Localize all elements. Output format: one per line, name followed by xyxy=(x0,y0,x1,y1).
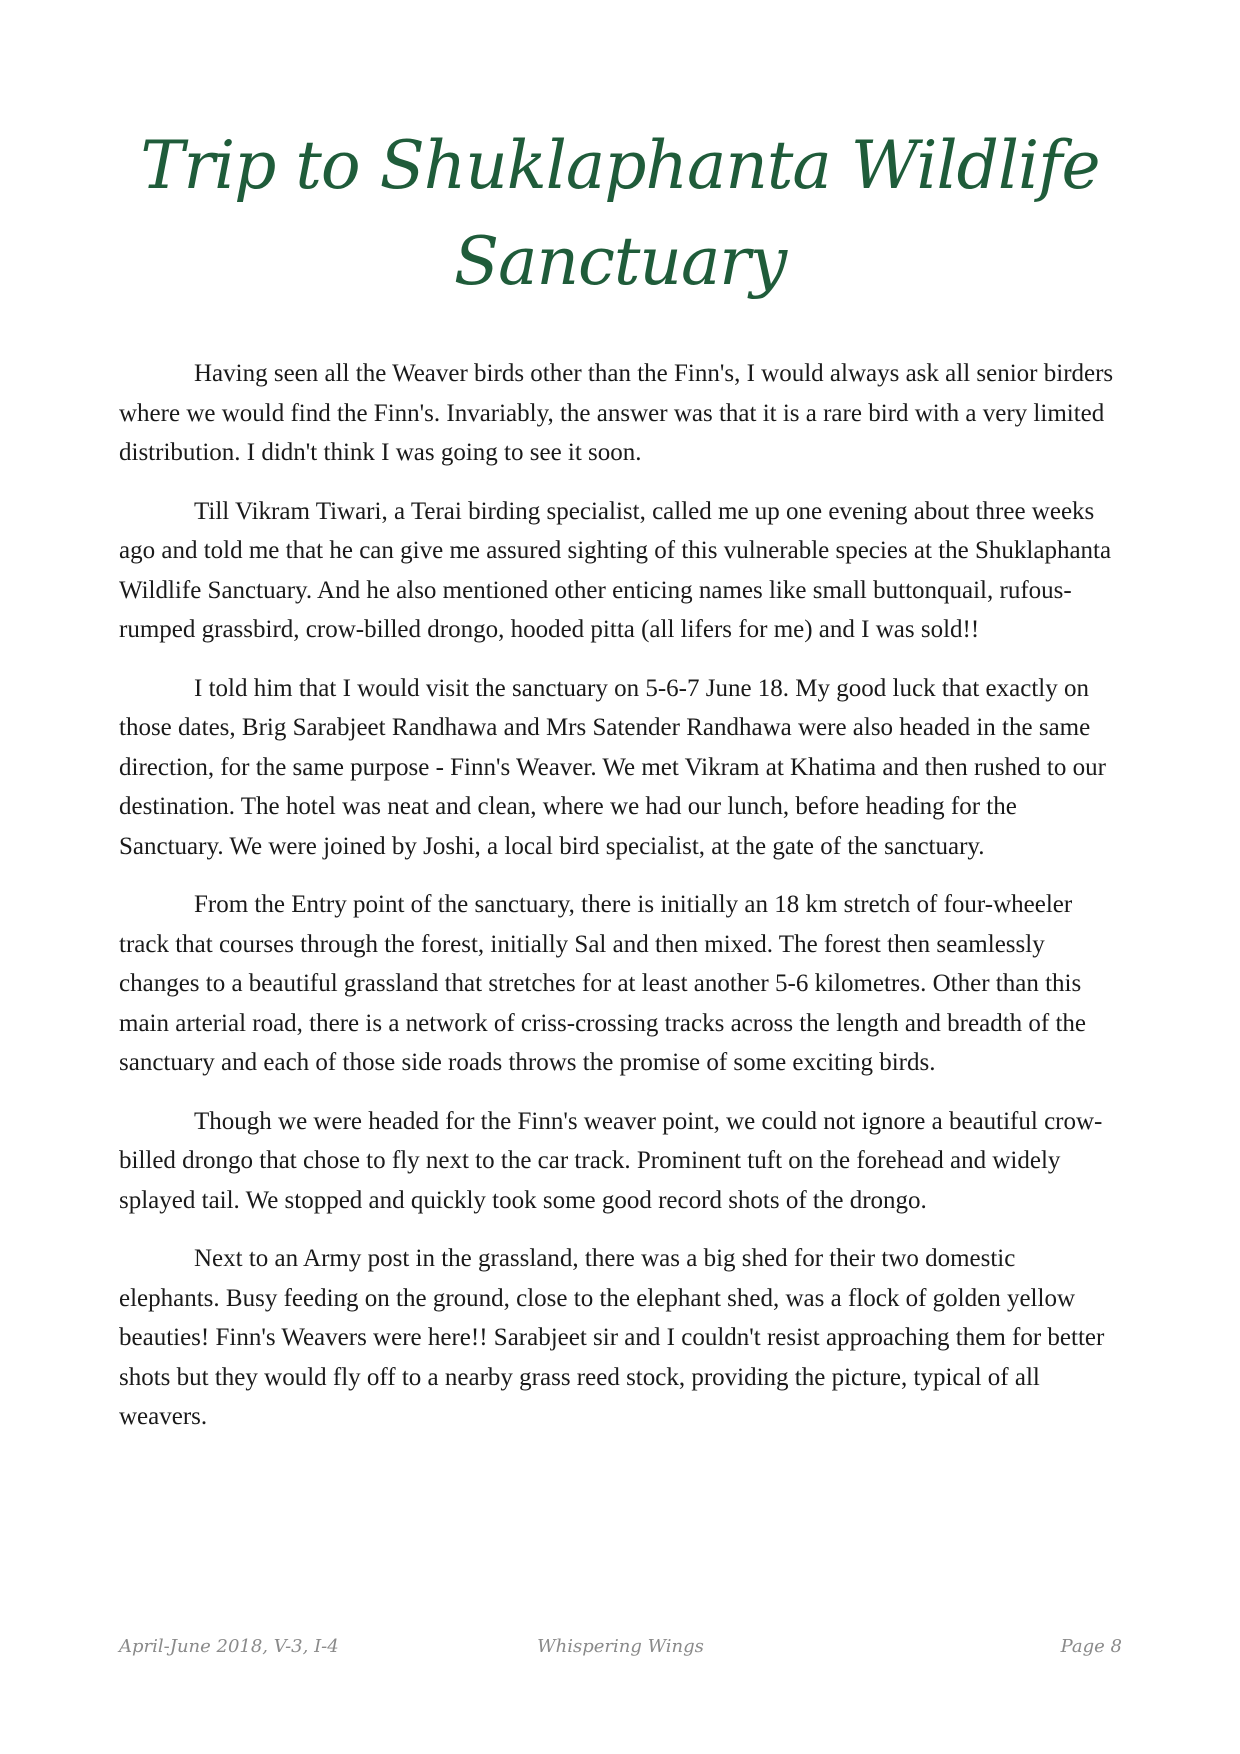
paragraph: Next to an Army post in the grassland, there was a big shed for their two domestic elephants. Busy feeding on the ground, close to the elephant shed, was a flock of golden yellow beauties! Finn's Weavers were here!! Sarabjeet sir and I couldn't resist approaching them for better shots but they would fly off to a nearby grass reed stock, providing the picture, typical of all weavers. xyxy=(119,1245,1105,1430)
footer-issue: April-June 2018, V-3, I-4 xyxy=(119,1636,339,1657)
paragraph: From the Entry point of the sanctuary, there is initially an 18 km stretch of four-wheeler track that courses through the forest, initially Sal and then mixed. The forest then seamlessly changes to a beautiful grassland that stretches for at least another 5-6 kilometres. Other than this main arterial road, there is a network of criss-crossing tracks across the length and breadth of the sanctuary and each of those side roads throws the promise of some exciting birds. xyxy=(119,891,1087,1076)
page-footer xyxy=(119,1636,1122,1666)
paragraph: I told him that I would visit the sanctuary on 5-6-7 June 18. My good luck that exactly on those dates, Brig Sarabjeet Randhawa and Mrs Satender Randhawa were also headed in the same direction, for the same purpose - Finn's Weaver. We met Vikram at Khatima and then rushed to our destination. The hotel was neat and clean, where we had our lunch, before heading for the Sanctuary. We were joined by Joshi, a local bird specialist, at the gate of the sanctuary. xyxy=(119,674,1106,860)
paragraph: Though we were headed for the Finn's weaver point, we could not ignore a beautiful crow-billed drongo that chose to fly next to the car track. Prominent tuft on the forehead and widely splayed tail. We stopped and quickly took some good record shots of the drongo. xyxy=(119,1107,1103,1214)
paragraph: Having seen all the Weaver birds other than the Finn's, I would always ask all senior birders where we would find the Finn's. Invariably, the answer was that it is a rare bird with a very limited distribution. I didn't think I was going to see it soon. xyxy=(119,360,1114,466)
article-title: Trip to Shuklaphanta Wildlife Sanctuary xyxy=(140,127,1100,300)
paragraph: Till Vikram Tiwari, a Terai birding specialist, called me up one evening about three weeks ago and told me that he can give me assured sighting of this vulnerable species at the Shuklaphanta Wildlife Sanctuary. And he also mentioned other enticing names like small buttonquail, rufous-rumped grassbird, crow-billed drongo, hooded pitta (all lifers for me) and I was sold!! xyxy=(119,497,1112,643)
article-body xyxy=(119,354,1122,1456)
footer-page-number: Page 8 xyxy=(1060,1636,1122,1657)
footer-publication: Whispering Wings xyxy=(537,1636,704,1657)
